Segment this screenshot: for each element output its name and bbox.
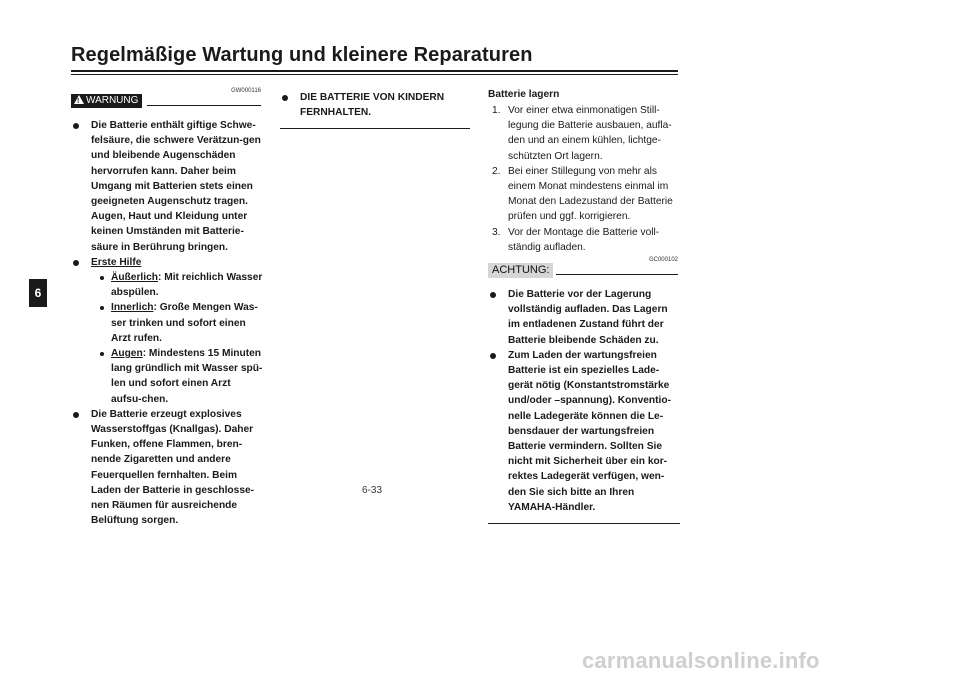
bullet-icon bbox=[282, 95, 288, 101]
bullet-icon bbox=[490, 292, 496, 298]
first-aid-term: Innerlich bbox=[111, 302, 154, 314]
warning-label: WARNUNG bbox=[86, 95, 139, 106]
step-text: Bei einer Stillegung von mehr als einem Monat mindestens einmal im Monat den Ladezustand der Batterie prüfen und ggf. korrigieren. bbox=[508, 165, 673, 223]
first-aid-text: : Mindestens 15 Minuten lang gründlich mit Wasser spü-len und sofort einen Arzt aufsu-chen. bbox=[111, 348, 263, 405]
first-aid-sub-item bbox=[91, 270, 263, 300]
first-aid-text: : Große Mengen Was-ser trinken und sofort einen Arzt rufen. bbox=[111, 302, 258, 344]
warning-badge bbox=[71, 94, 142, 108]
warning-list bbox=[71, 118, 263, 528]
chapter-tab: 6 bbox=[29, 279, 47, 307]
storage-section-title: Batterie lagern bbox=[488, 89, 560, 100]
caution-item bbox=[488, 287, 680, 348]
first-aid-item bbox=[71, 255, 263, 407]
first-aid-term: Äußerlich bbox=[111, 272, 158, 284]
warning-end-rule bbox=[280, 128, 470, 129]
bullet-icon bbox=[490, 353, 496, 359]
warning-column bbox=[71, 90, 263, 528]
storage-step bbox=[488, 103, 680, 164]
first-aid-text: : Mit reichlich Wasser abspülen. bbox=[111, 272, 263, 299]
first-aid-sub-item bbox=[91, 346, 263, 407]
warning-code: GW000116 bbox=[231, 88, 261, 94]
storage-step bbox=[488, 225, 680, 255]
caution-item-text: Zum Laden der wartungsfreien Batterie ist ein spezielles Lade-gerät nötig (Konstantstromstärke und/oder –spannung). Konventio-nelle Ladegeräte können die Le-bensdauer der wartungsfreien Batterie vermindern. Sollten Sie nicht mit Sicherheit über ein kor-rektes Ladegerät verfügen, wen-den Sie sich bitte an Ihren YAMAHA-Händler. bbox=[508, 349, 671, 513]
watermark: carmanualsonline.info bbox=[582, 648, 820, 673]
warning-continuation-column bbox=[280, 90, 470, 129]
warning-continuation-text: DIE BATTERIE VON KINDERN FERNHALTEN. bbox=[300, 92, 445, 119]
storage-column bbox=[488, 88, 680, 524]
warning-banner-line bbox=[147, 105, 261, 106]
step-number: 3. bbox=[492, 226, 501, 238]
first-aid-list bbox=[91, 270, 263, 407]
bullet-icon bbox=[73, 412, 79, 418]
caution-end-rule bbox=[488, 523, 680, 524]
step-text: Vor einer etwa einmonatigen Still-legung die Batterie ausbauen, aufla-den und an einem kühlen, lichtge-schützten Ort lagern. bbox=[508, 105, 672, 162]
step-number: 2. bbox=[492, 165, 501, 177]
bullet-icon bbox=[73, 123, 79, 129]
first-aid-heading: Erste Hilfe bbox=[91, 256, 142, 268]
bullet-icon bbox=[73, 260, 79, 266]
caution-item bbox=[488, 348, 680, 515]
sub-bullet-icon bbox=[100, 306, 104, 310]
step-text: Vor der Montage die Batterie voll-ständig aufladen. bbox=[508, 226, 660, 253]
caution-list bbox=[488, 287, 680, 515]
warning-continuation-item bbox=[280, 90, 470, 120]
page-title: Regelmäßige Wartung und kleinere Reparaturen bbox=[71, 44, 533, 66]
storage-step bbox=[488, 164, 680, 225]
step-number: 1. bbox=[492, 105, 501, 116]
first-aid-term: Augen bbox=[111, 348, 143, 360]
warning-item-text: Die Batterie enthält giftige Schwe-felsäure, die schwere Verätzun-gen und bleibende Augenschäden hervorrufen kann. Daher beim Umgang mit Batterien stets einen geeigneten Augenschutz tragen. Augen, Haut und Kleidung unter keinen Umständen mit Batterie-säure in Berührung bringen. bbox=[91, 120, 261, 253]
warning-continuation-list bbox=[280, 90, 470, 120]
warning-item-text: Die Batterie erzeugt explosives Wasserstoffgas (Knallgas). Daher Funken, offene Flammen, bren-nende Zigaretten und andere Feuerquellen fernhalten. Beim Laden der Batterie in geschlosse-nen Räumen für ausreichende Belüftung sorgen. bbox=[91, 408, 255, 527]
storage-steps bbox=[488, 103, 680, 255]
caution-badge: ACHTUNG: bbox=[488, 263, 553, 278]
title-rule-thick bbox=[71, 70, 678, 72]
sub-bullet-icon bbox=[100, 276, 104, 280]
warning-item bbox=[71, 407, 263, 529]
first-aid-sub-item bbox=[91, 300, 263, 346]
page-number: 6-33 bbox=[362, 485, 383, 496]
warning-triangle-icon bbox=[74, 95, 84, 104]
caution-banner bbox=[488, 259, 680, 281]
sub-bullet-icon bbox=[100, 352, 104, 356]
caution-item-text: Die Batterie vor der Lagerung vollständig aufladen. Das Lagern im entladenen Zustand führt der Batterie bleibende Schäden zu. bbox=[508, 289, 668, 346]
warning-banner bbox=[71, 90, 263, 112]
caution-code: GC000102 bbox=[648, 257, 678, 264]
title-rule-thin bbox=[71, 74, 678, 75]
caution-banner-line bbox=[556, 274, 678, 275]
warning-item bbox=[71, 118, 263, 255]
